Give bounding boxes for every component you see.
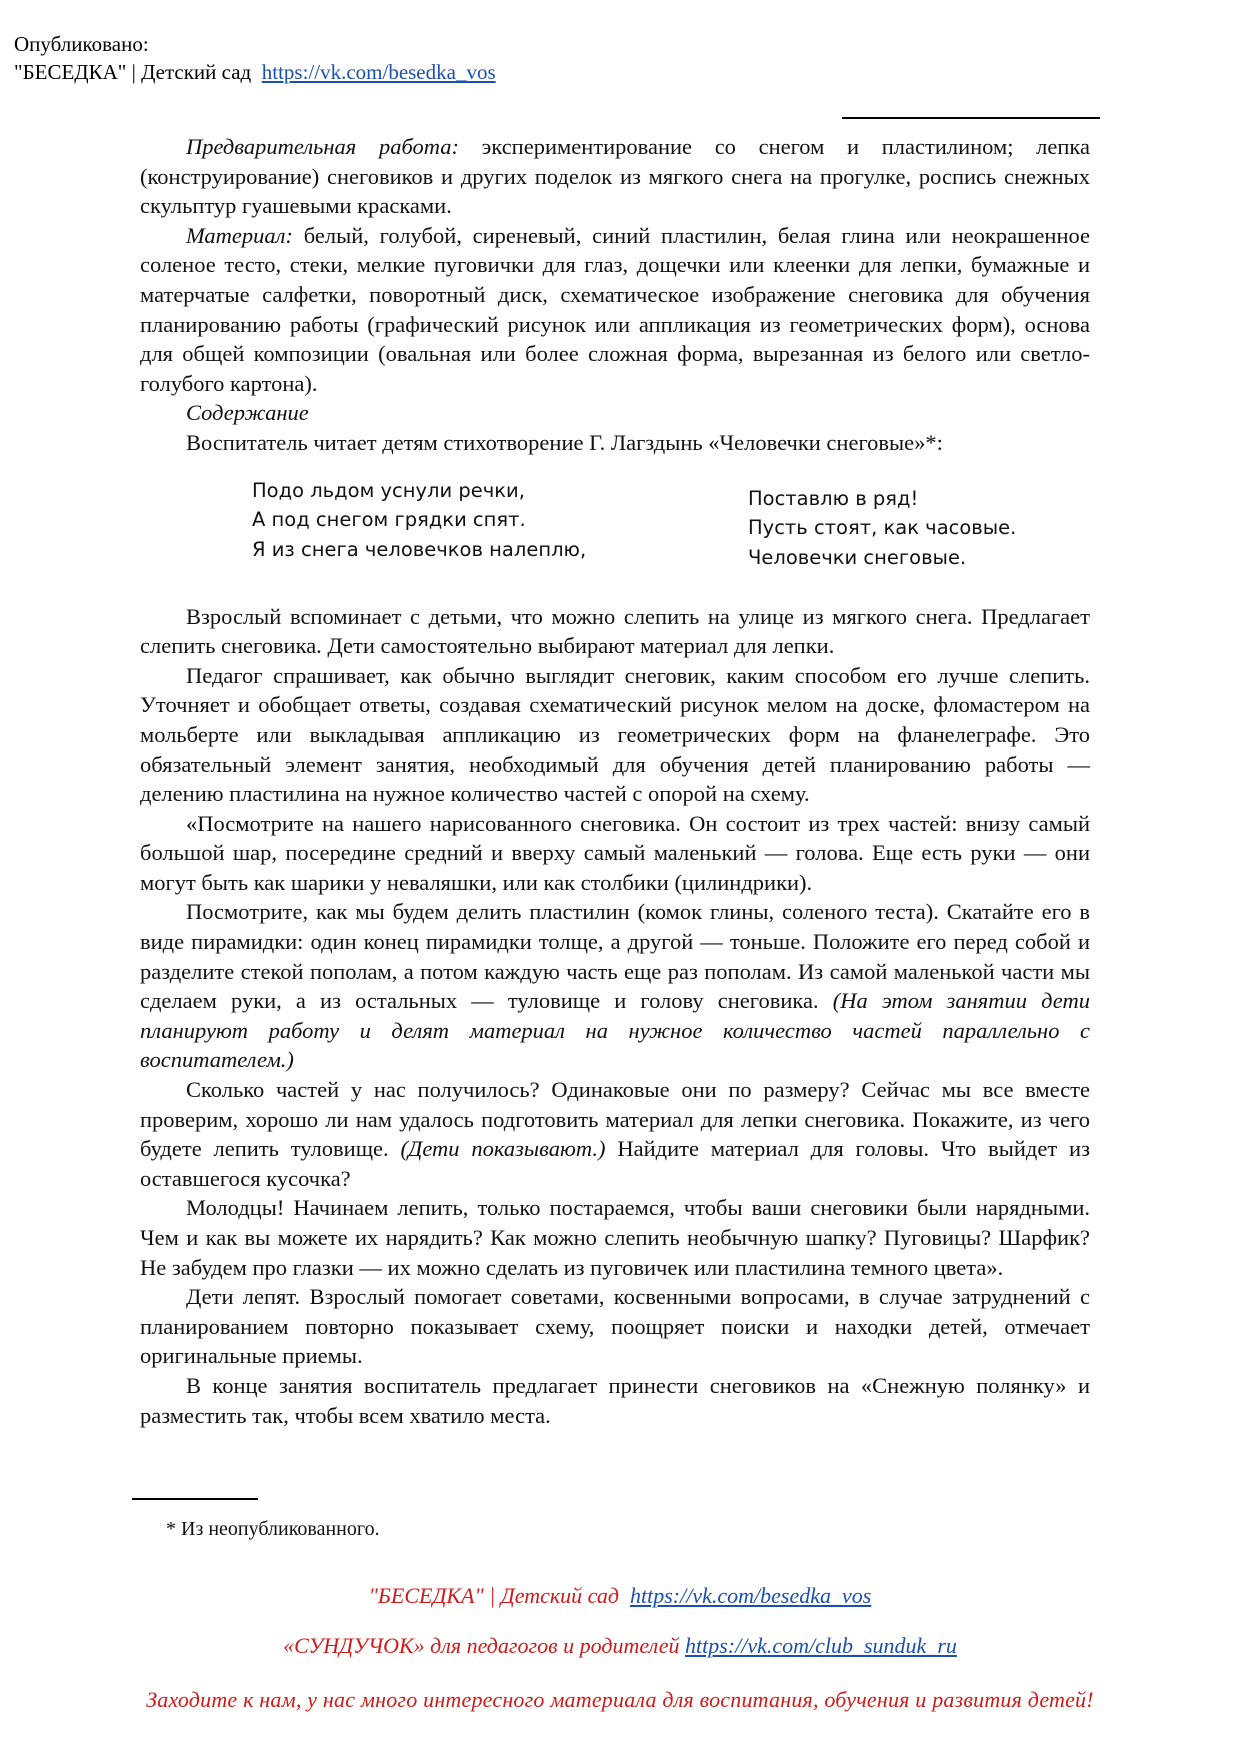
prep-label: Предварительная работа: — [186, 134, 459, 159]
paragraph-2: Педагог спрашивает, как обычно выглядит снеговик, каким способом его лучше слепить. Уточняет и обобщает ответы, создавая схематический рисунок мелом на доске, фломастером на мольберте или выкладывая аппликацию из геометрических форм на фланелеграфе. Это обязательный элемент занятия, необходимый для обучения детей планированию работы — делению пластилина на нужное количество частей с опорой на схему. — [140, 662, 1090, 807]
poem-line: А под снегом грядки спят. — [252, 508, 526, 532]
intro-paragraph: Воспитатель читает детям стихотворение Г. Лагздынь «Человечки снеговые»*: — [186, 429, 943, 455]
paragraph-5-remark: (Дети показывают.) — [400, 1136, 606, 1162]
footer-invitation: Заходите к нам, у нас много интересного материала для воспитания, обучения и развития детей! — [146, 1687, 1094, 1712]
material-label: Материал: — [186, 222, 293, 248]
prep-paragraph — [140, 132, 1090, 221]
footer-sunduk-text: «СУНДУЧОК» для педагогов и родителей — [283, 1633, 680, 1658]
paragraph-8: В конце занятия воспитатель предлагает принести снеговиков на «Снежную полянку» и разместить так, чтобы всем хватило места. — [140, 1372, 1090, 1428]
paragraph-1: Взрослый вспоминает с детьми, что можно слепить на улице из мягкого снега. Предлагает слепить снеговика. Дети самостоятельно выбирают материал для лепки. — [140, 603, 1090, 659]
poem-line: Пусть стоят, как часовые. — [748, 516, 1017, 540]
poem-right-column — [748, 484, 1016, 573]
footer-besedka-link[interactable]: https://vk.com/besedka_vos — [630, 1583, 872, 1608]
top-divider — [842, 117, 1100, 119]
material-paragraph — [140, 221, 1090, 399]
poem-line: Поставлю в ряд! — [748, 486, 919, 510]
published-header — [14, 30, 496, 86]
source-link[interactable]: https://vk.com/besedka_vos — [261, 60, 496, 84]
article-body — [140, 132, 1090, 1430]
paragraph-5: Сколько частей у нас получилось? Одинаковые они по размеру? Сейчас мы все вместе проверим, хорошо ли нам удалось подготовить материал для лепки снеговика. Покажите, из чего будете лепить туловище. (Дети показывают.) Найдите материал для головы. Что выйдет из оставшегося кусочка? — [140, 1077, 1090, 1191]
footnote: * Из неопубликованного. — [166, 1518, 380, 1540]
poem — [140, 476, 1090, 588]
footer-line-sunduk — [0, 1632, 1240, 1660]
paragraph-3: «Посмотрите на нашего нарисованного снеговика. Он состоит из трех частей: внизу самый большой шар, посередине средний и вверху самый маленький — голова. Еще есть руки — они могут быть как шарики у неваляшки, или как столбики (цилиндрики). — [140, 810, 1090, 895]
footer-line-besedka — [0, 1582, 1240, 1610]
prep-text: экспериментирование со снегом и пластилином; лепка (конструирование) снеговиков и других поделок из мягкого снега на прогулке, роспись снежных скульптур гуашевыми красками. — [140, 134, 1090, 219]
paragraph-7: Дети лепят. Взрослый помогает советами, косвенными вопросами, в случае затруднений с планированием повторно показывает схему, поощряет поиски и находки детей, отмечает оригинальные приемы. — [140, 1284, 1090, 1369]
source-line — [14, 58, 496, 86]
content-heading: Содержание — [186, 400, 309, 426]
paragraph-4: Посмотрите, как мы будем делить пластилин (комок глины, соленого теста). Скатайте его в виде пирамидки: один конец пирамидки толще, а другой — тоньше. Положите его перед собой и разделите стекой пополам, а потом каждую часть еще раз пополам. Из самой маленькой части мы сделаем руки, а из остальных — туловище и голову снеговика. (На этом занятии дети планируют работу и делят материал на нужное количество частей параллельно с воспитателем.) — [140, 899, 1090, 1073]
source-name: "БЕСЕДКА" | Детский сад — [14, 60, 252, 84]
paragraph-4-remark: (На этом занятии дети планируют работу и делят материал на нужное количество частей параллельно с воспитателем.) — [140, 988, 1090, 1073]
poem-line: Подо льдом уснули речки, — [252, 478, 525, 502]
poem-left-column — [252, 476, 586, 565]
footer-besedka-text: "БЕСЕДКА" | Детский сад — [368, 1583, 620, 1608]
poem-line: Я из снега человечков налеплю, — [252, 537, 587, 561]
footnote-divider — [132, 1498, 258, 1500]
paragraph-6: Молодцы! Начинаем лепить, только постараемся, чтобы ваши снеговики были нарядными. Чем и как вы можете их нарядить? Как можно слепить необычную шапку? Пуговицы? Шарфик? Не забудем про глазки — их можно сделать из пуговичек или пластилина темного цвета». — [140, 1195, 1090, 1280]
material-text: белый, голубой, сиреневый, синий пластилин, белая глина или неокрашенное соленое тесто, стеки, мелкие пуговички для глаз, дощечки или клеенки для лепки, бумажные и матерчатые салфетки, поворотный диск, схематическое изображение снеговика для обучения планированию работы (графический рисунок или аппликация из геометрических форм), основа для общей композиции (овальная или более сложная форма, вырезанная из белого или светло-голубого картона). — [140, 222, 1090, 396]
poem-line: Человечки снеговые. — [748, 545, 967, 569]
published-label: Опубликовано: — [14, 32, 149, 56]
footer-sunduk-link[interactable]: https://vk.com/club_sunduk_ru — [684, 1633, 957, 1658]
